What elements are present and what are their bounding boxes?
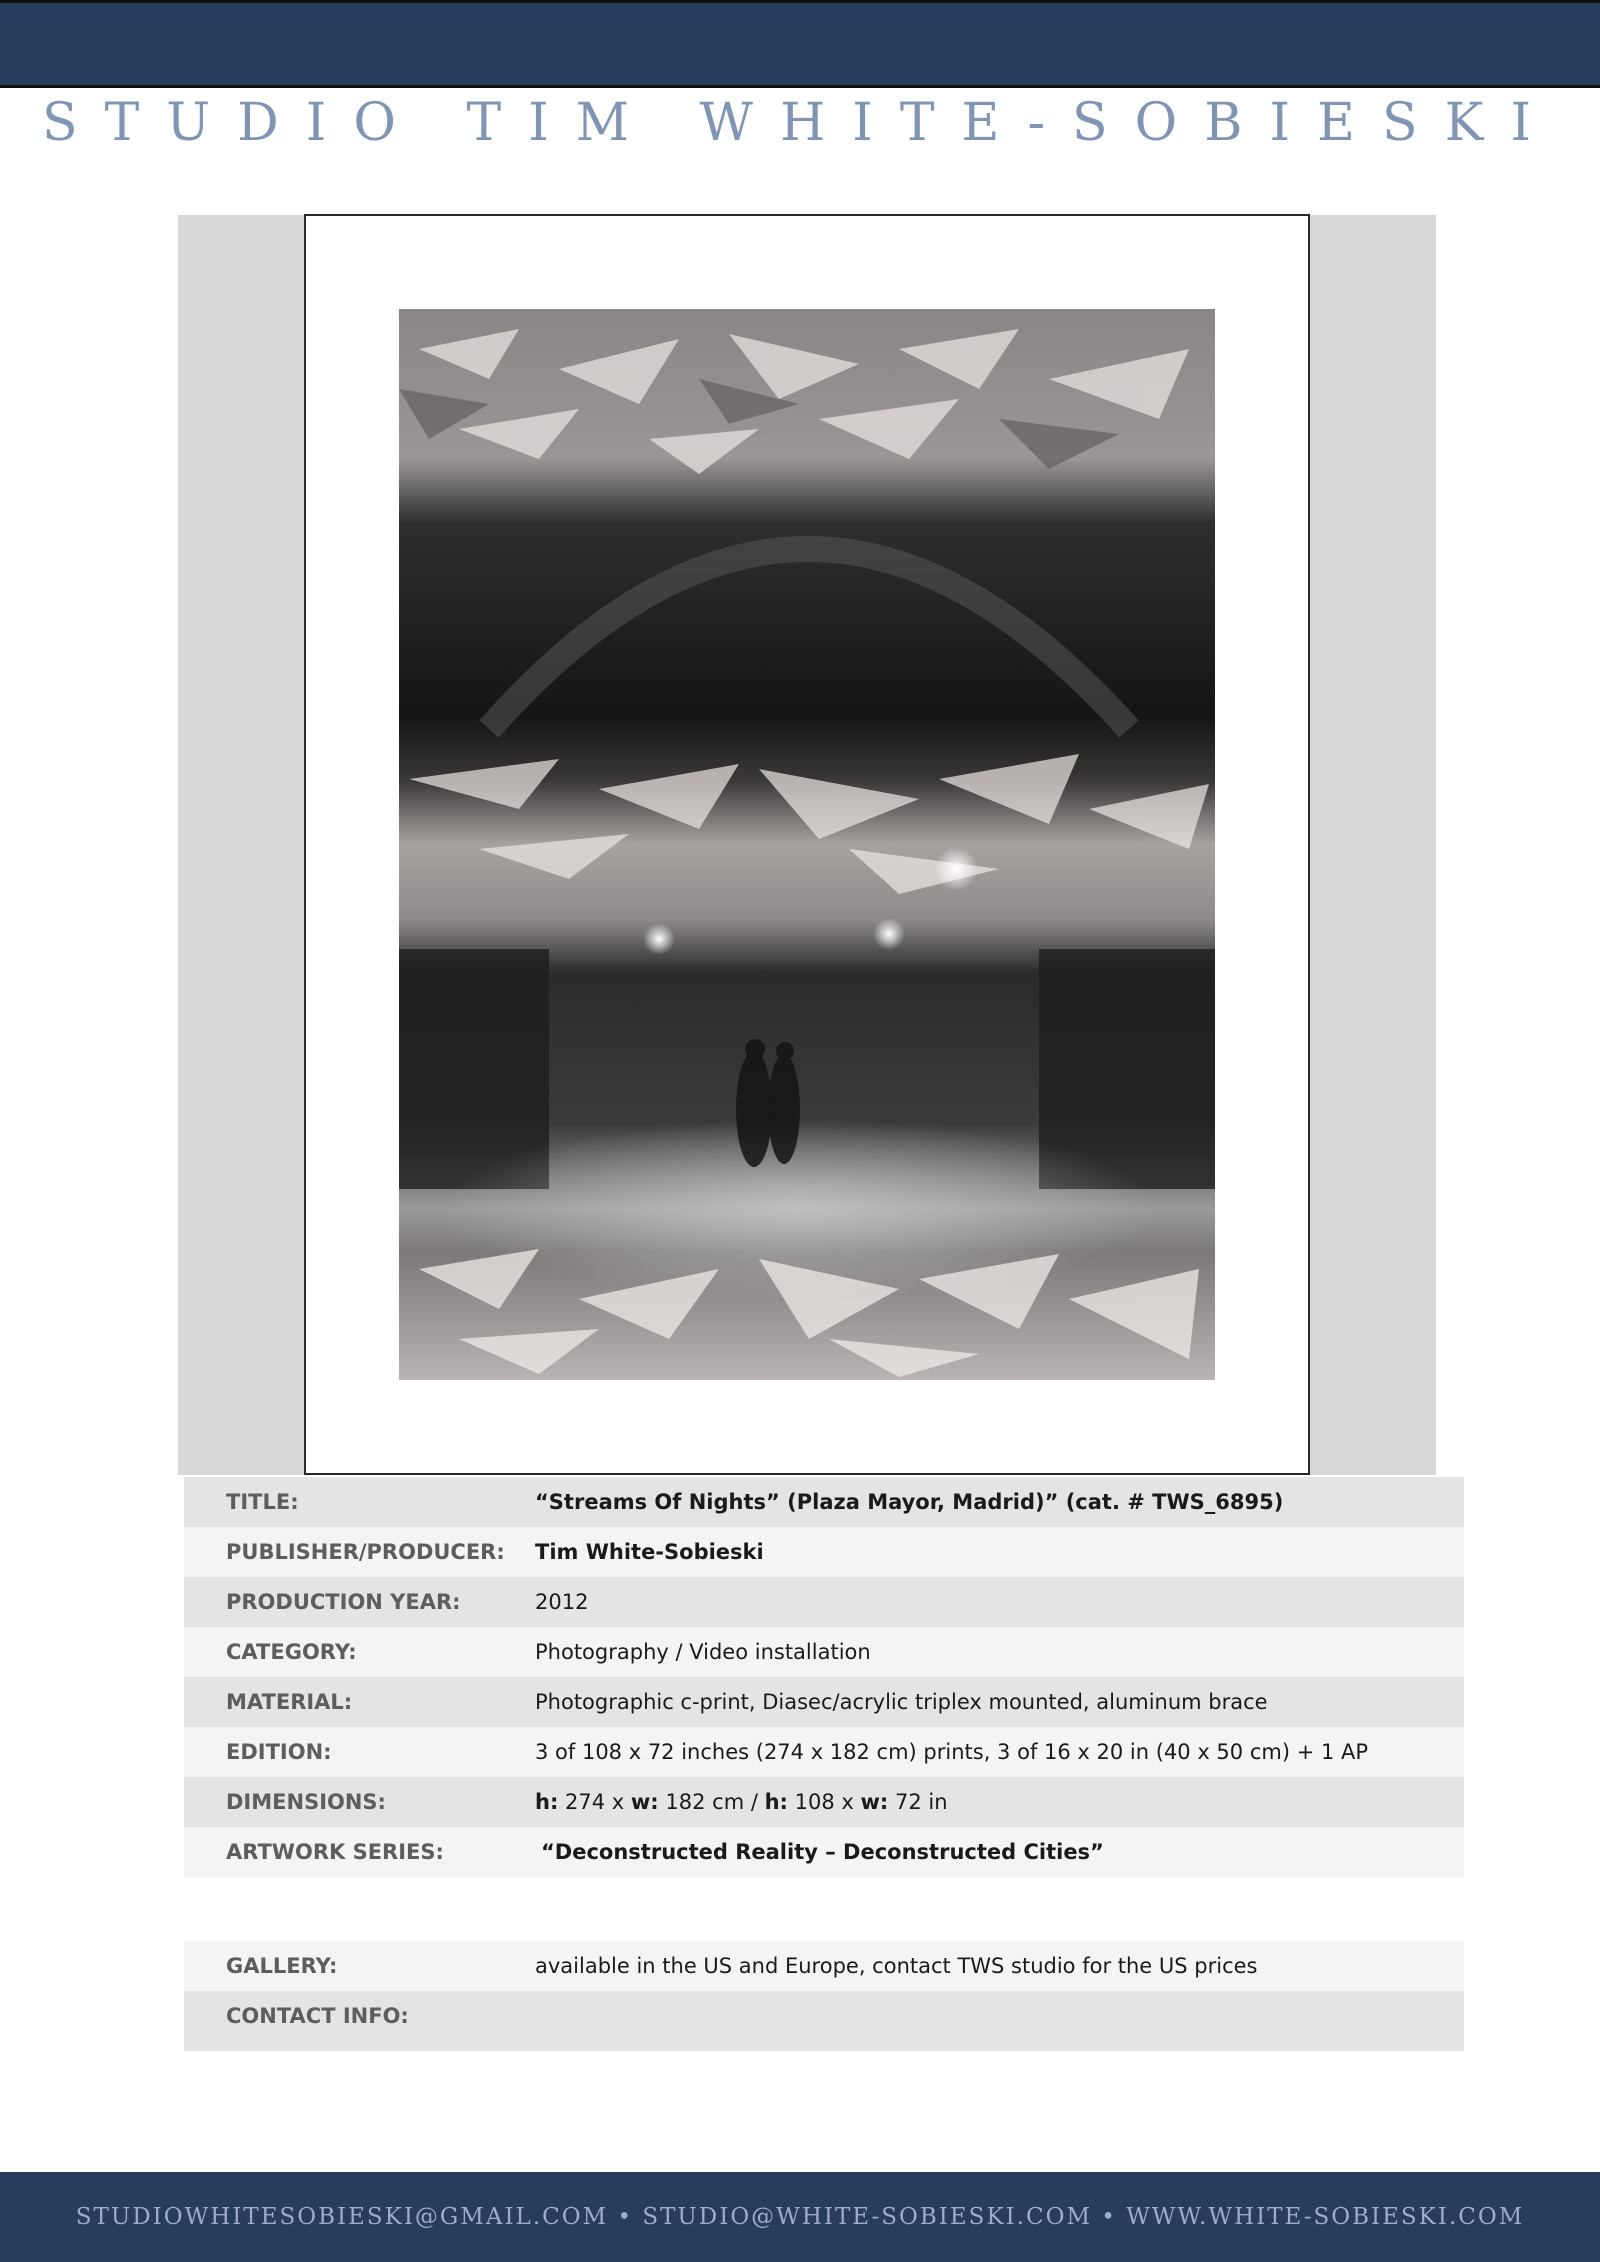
detail-value: Tim White-Sobieski [535,1540,764,1564]
width-label: w: [630,1790,659,1814]
detail-label: CONTACT INFO: [226,2004,409,2028]
detail-value: 2012 [535,1590,589,1614]
footer-contact-links: STUDIOWHITESOBIESKI@GMAIL.COM • STUDIO@WHITE-SOBIESKI.COM • WWW.WHITE-SOBIESKI.COM [75,2204,1525,2230]
detail-row-dimensions [184,1777,1464,1827]
detail-value: Photography / Video installation [535,1640,871,1664]
detail-label: MATERIAL: [226,1690,353,1714]
detail-row-year [184,1577,1464,1627]
detail-label: EDITION: [226,1740,332,1764]
detail-row-gallery [184,1941,1464,1991]
height-cm: 274 x [558,1790,631,1814]
detail-value [535,1777,948,1827]
detail-label: PUBLISHER/PRODUCER: [226,1540,505,1564]
detail-label: DIMENSIONS: [226,1790,386,1814]
detail-row-series [184,1827,1464,1877]
table-spacer [184,1877,1464,1941]
height-in: 108 x [787,1790,861,1814]
height-label: h: [535,1790,559,1814]
detail-row-category [184,1627,1464,1677]
artwork-image [399,309,1215,1380]
artwork-details-table [184,1477,1464,2051]
height-label-in: h: [764,1790,788,1814]
detail-label: TITLE: [226,1490,299,1514]
detail-row-edition [184,1727,1464,1777]
detail-row-publisher [184,1527,1464,1577]
detail-row-contact [184,1991,1464,2051]
detail-row-material [184,1677,1464,1727]
width-cm: 182 cm / [658,1790,765,1814]
width-in: 72 in [888,1790,948,1814]
detail-label: GALLERY: [226,1954,338,1978]
detail-value: “Streams Of Nights” (Plaza Mayor, Madrid)” (cat. # TWS_6895) [535,1490,1284,1514]
width-label-in: w: [860,1790,889,1814]
studio-title: STUDIO TIM WHITE-SOBIESKI [41,93,1558,153]
detail-value: 3 of 108 x 72 inches (274 x 182 cm) prints, 3 of 16 x 20 in (40 x 50 cm) + 1 AP [535,1740,1369,1764]
footer-banner [0,2172,1600,2262]
detail-value: “Deconstructed Reality – Deconstructed Cities” [541,1840,1104,1864]
detail-label: PRODUCTION YEAR: [226,1590,461,1614]
detail-value: available in the US and Europe, contact TWS studio for the US prices [535,1954,1258,1978]
detail-label: CATEGORY: [226,1640,357,1664]
detail-label: ARTWORK SERIES: [226,1840,444,1864]
top-banner [0,0,1600,88]
detail-value: Photographic c-print, Diasec/acrylic triplex mounted, aluminum brace [535,1690,1268,1714]
detail-row-title [184,1477,1464,1527]
